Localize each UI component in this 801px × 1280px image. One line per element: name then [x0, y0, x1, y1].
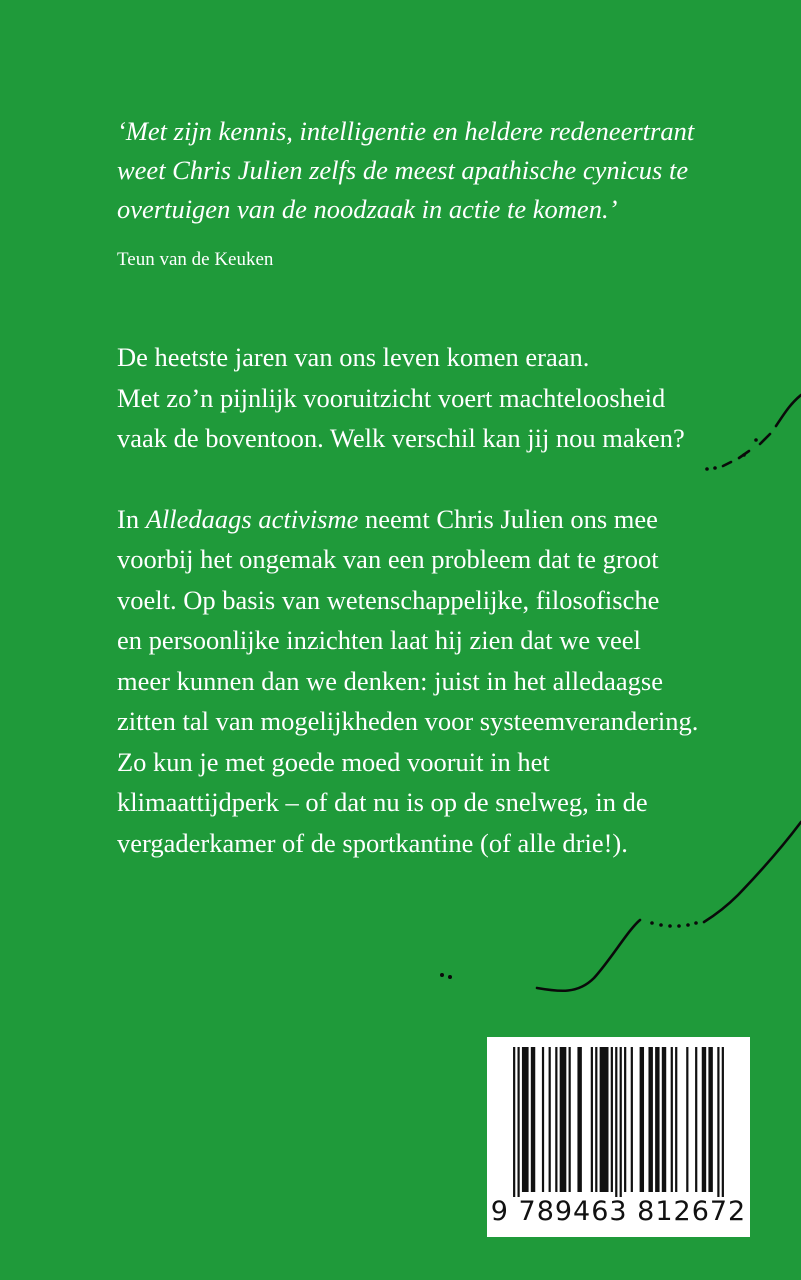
- barcode-bar: [522, 1047, 529, 1192]
- barcode-bar: [577, 1047, 581, 1192]
- barcode-bar: [620, 1047, 622, 1197]
- blurb-line: voelt. Op basis van wetenschappelijke, filosofische: [117, 584, 660, 615]
- blurb-line: Met zo’n pijnlijk vooruitzicht voert machteloosheid: [117, 382, 666, 413]
- barcode-bar: [671, 1047, 673, 1192]
- blurb-line: Zo kun je met goede moed vooruit in het: [117, 746, 550, 777]
- quote-author: Teun van de Keuken: [117, 249, 274, 270]
- review-quote: [117, 112, 717, 229]
- barcode-bar: [549, 1047, 551, 1192]
- blurb-paragraph-2: [117, 499, 747, 864]
- book-title-inline: Alledaags activisme: [145, 503, 359, 534]
- doodle-dot: [754, 438, 758, 442]
- quote-line: overtuigen van de noodzaak in actie te komen.’: [117, 194, 618, 224]
- doodle-dot: [686, 923, 690, 927]
- blurb-line: vaak de boventoon. Welk verschil kan jij nou maken?: [117, 423, 685, 453]
- barcode-bar: [695, 1047, 697, 1192]
- barcode-bar: [615, 1047, 617, 1197]
- barcode-bar: [542, 1047, 544, 1192]
- doodle-dash-upper: [760, 434, 770, 444]
- barcode-bar: [595, 1047, 597, 1192]
- barcode-bar: [591, 1047, 593, 1192]
- quote-line: ‘Met zijn kennis, intelligentie en heldere redeneertrant: [117, 116, 695, 146]
- quote-line: weet Chris Julien zelfs de meest apathische cynicus te: [117, 155, 689, 185]
- barcode-bar: [702, 1047, 706, 1192]
- barcode-bar: [648, 1047, 652, 1192]
- doodle-dot: [448, 975, 452, 979]
- doodle-dot: [677, 924, 681, 928]
- barcode-bar: [560, 1047, 567, 1192]
- barcode-bar: [631, 1047, 633, 1192]
- barcode-bar: [569, 1047, 571, 1192]
- blurb-line: voorbij het ongemak van een probleem dat te groot: [117, 544, 659, 574]
- barcode-bar: [600, 1047, 609, 1192]
- blurb-line: klimaattijdperk – of dat nu is op de snelweg, in de: [117, 787, 648, 817]
- barcode-bar: [675, 1047, 677, 1192]
- isbn-number: 9 789463 812672: [490, 1196, 747, 1227]
- barcode-bar: [722, 1047, 724, 1197]
- blurb-prefix: In: [117, 503, 146, 534]
- blurb-line: en persoonlijke inzichten laat hij zien dat we veel: [117, 625, 641, 655]
- barcode-bar: [611, 1047, 613, 1192]
- doodle-line-lower: [537, 920, 640, 991]
- blurb-paragraph-1: [117, 337, 747, 459]
- doodle-dot: [650, 921, 654, 925]
- barcode-bar: [517, 1047, 519, 1197]
- barcode-bar: [708, 1047, 712, 1192]
- doodle-dot: [694, 921, 698, 925]
- book-blurb: [117, 337, 747, 863]
- blurb-line: zitten tal van mogelijkheden voor systeemverandering.: [117, 706, 699, 736]
- doodle-line-upper: [776, 395, 801, 426]
- blurb-line: [117, 499, 747, 540]
- blurb-line: vergaderkamer of de sportkantine (of alle drie!).: [117, 827, 628, 858]
- barcode-bar: [686, 1047, 688, 1192]
- barcode-bar: [662, 1047, 666, 1192]
- blurb-line-rest: neemt Chris Julien ons mee: [358, 503, 658, 534]
- barcode-bar: [640, 1047, 644, 1192]
- barcode-bar: [655, 1047, 659, 1192]
- barcode-bar: [624, 1047, 626, 1192]
- barcode-bar: [531, 1047, 535, 1192]
- doodle-dot: [668, 924, 672, 928]
- doodle-dot: [440, 973, 444, 977]
- barcode: [487, 1037, 750, 1237]
- blurb-line: meer kunnen dan we denken: juist in het alledaagse: [117, 665, 664, 696]
- blurb-line: De heetste jaren van ons leven komen eraan.: [117, 342, 590, 372]
- barcode-bar: [513, 1047, 515, 1197]
- doodle-dot: [659, 923, 663, 927]
- barcode-bar: [717, 1047, 719, 1197]
- barcode-bar: [555, 1047, 557, 1192]
